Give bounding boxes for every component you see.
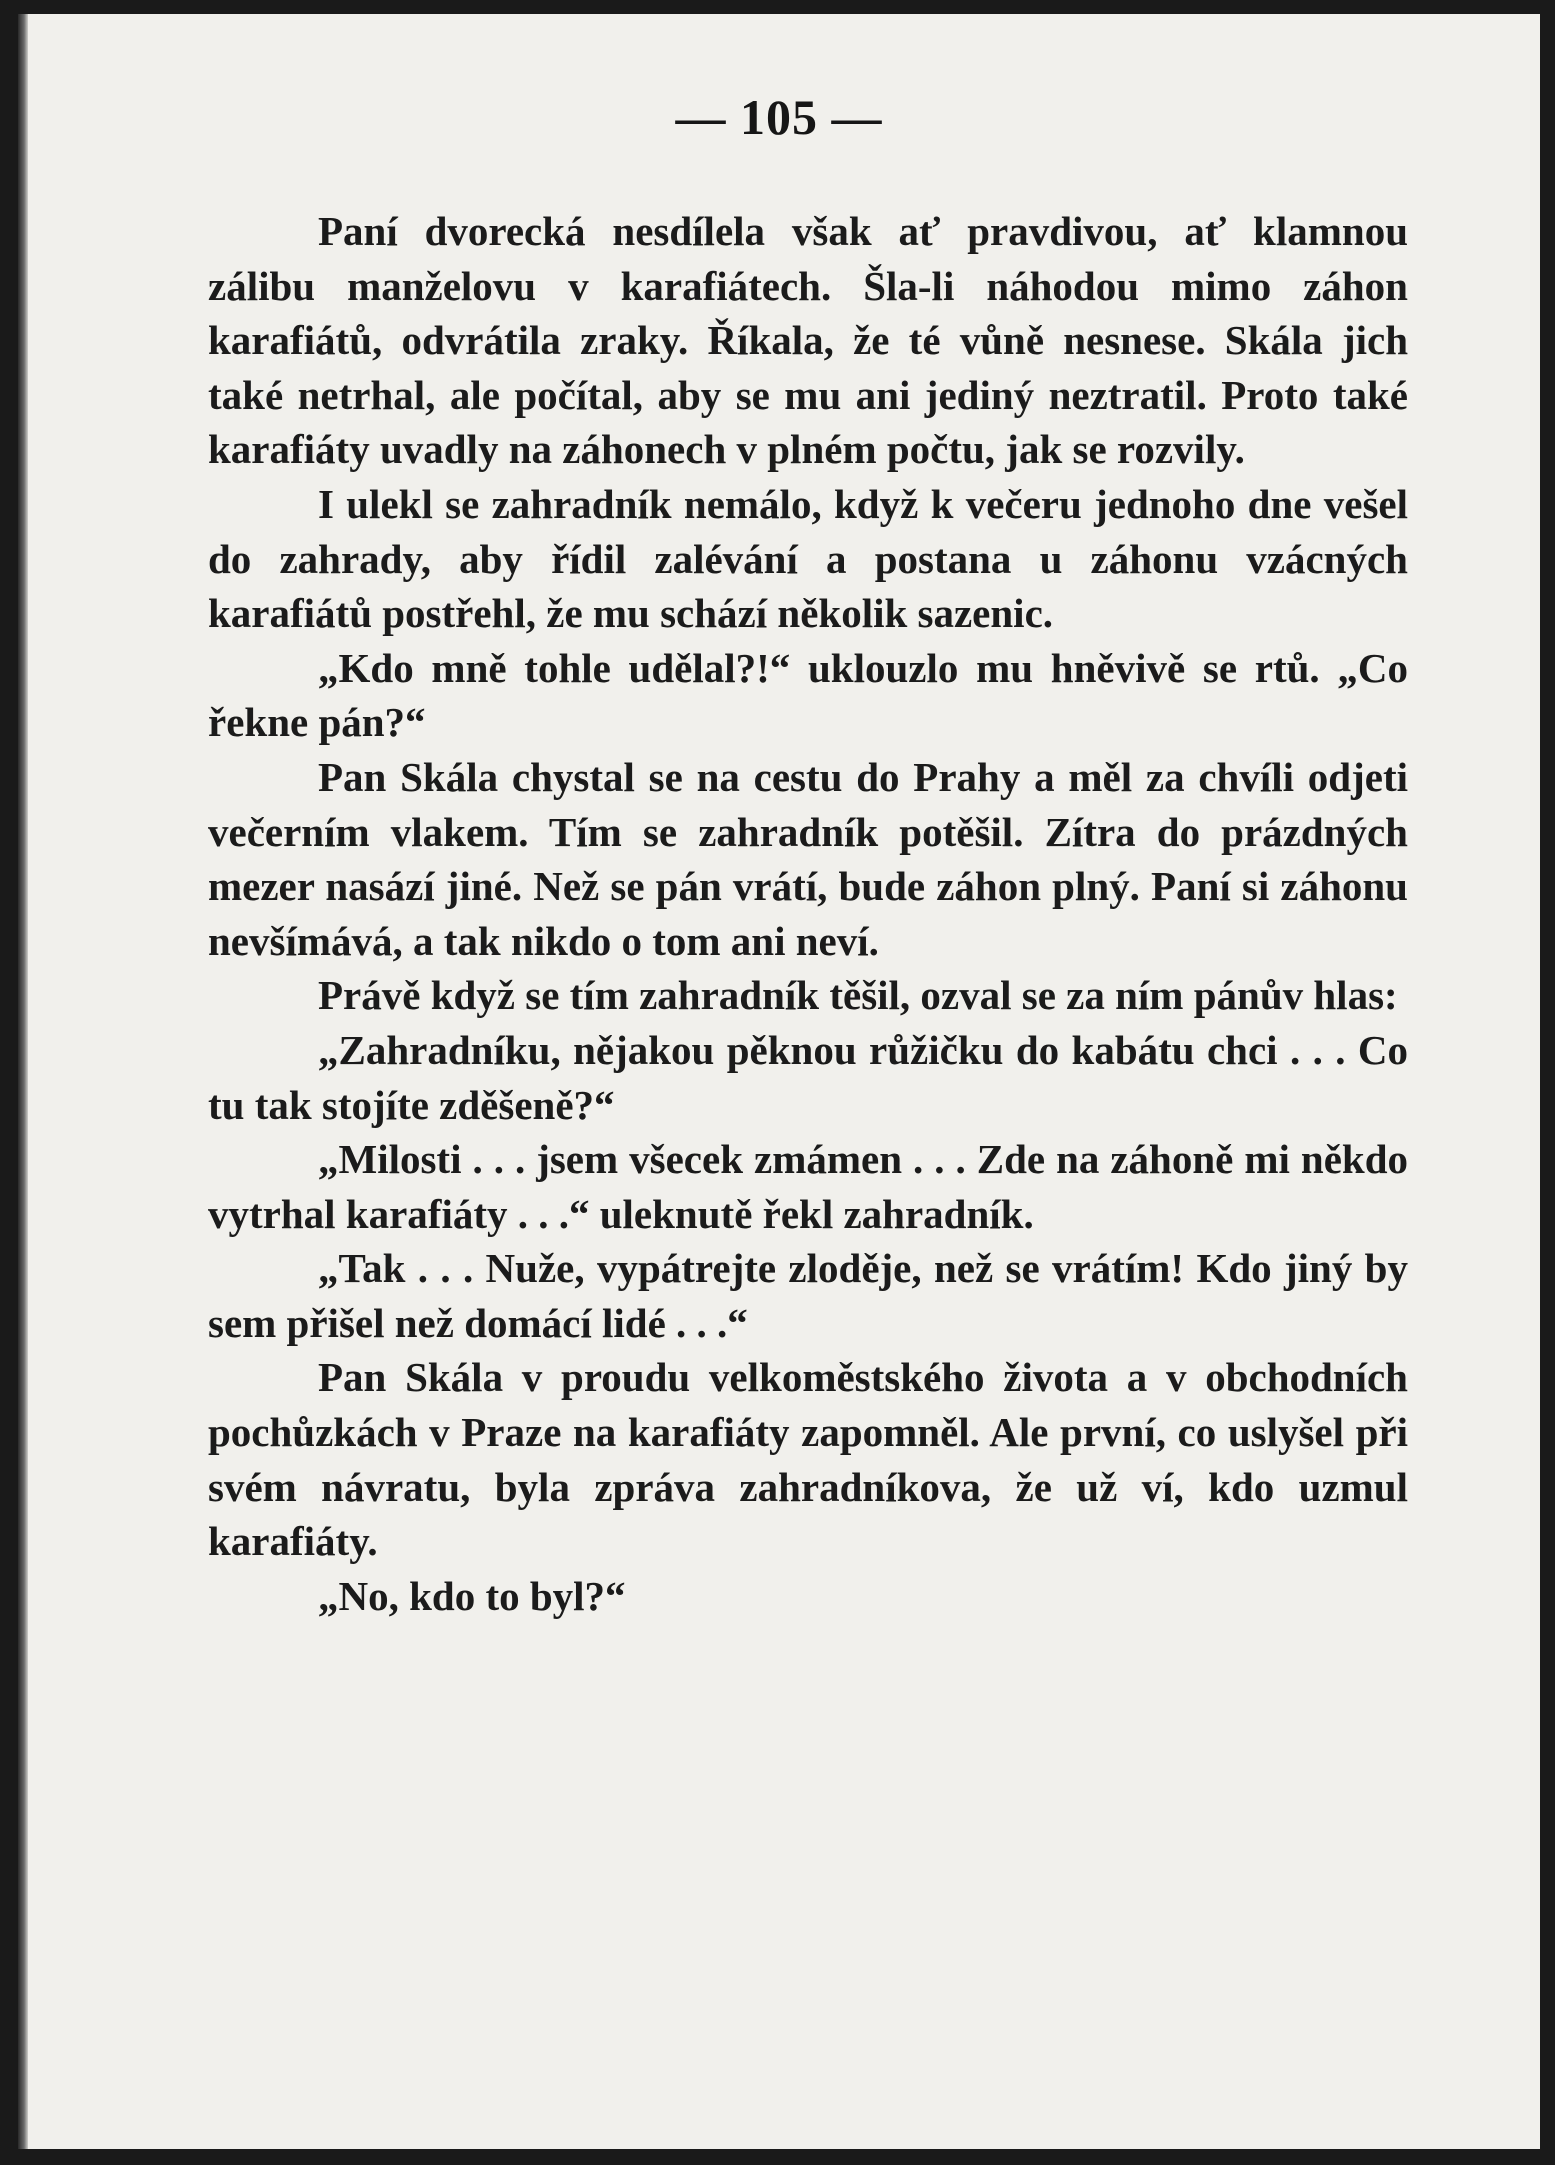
book-page [18,14,1540,2149]
page-number: — 105 — [675,89,883,145]
paragraph: I ulekl se zahradník nemálo, když k večeru jednoho dne vešel do zahrady, aby řídil zalévání a postana u záhonu vzácných karafiátů postřehl, že mu schází několik sazenic. [208,480,1408,637]
paragraph: Pan Skála v proudu velkoměstského života a v obchodních pochůzkách v Praze na karafiáty zapomněl. Ale první, co uslyšel při svém návratu, byla zpráva zahradníkova, že už ví, kdo uzmul karafiáty. [208,1354,1408,1565]
paragraph: „Kdo mně tohle udělal?!“ uklouzlo mu hněvivě se rtů. „Co řekne pán?“ [208,644,1408,746]
paragraph: Pan Skála chystal se na cestu do Prahy a měl za chvíli odjeti večerním vlakem. Tím se zahradník potěšil. Zítra do prázdných mezer nasází jiné. Než se pán vrátí, bude záhon plný. Paní si záhonu nevšímává, a tak nikdo o tom ani neví. [208,753,1408,964]
page-binding-edge [18,14,28,2149]
paragraph: „Tak . . . Nuže, vypátrejte zloděje, než se vrátím! Kdo jiný by sem přišel než domácí lidé . . .“ [208,1245,1408,1346]
paragraph: „No, kdo to byl?“ [318,1572,626,1619]
body-text [208,204,1408,1623]
paragraph: Paní dvorecká nesdílela však ať pravdivou, ať klamnou zálibu manželovu v karafiátech. Šla-li náhodou mimo záhon karafiátů, odvrátila zraky. Říkala, že té vůně nesnese. Skála jich také netrhal, ale počítal, aby se mu ani jediný neztratil. Proto také karafiáty uvadly na záhonech v plném počtu, jak se rozvily. [208,208,1408,473]
paragraph: „Zahradníku, nějakou pěknou růžičku do kabátu chci . . . Co tu tak stojíte zděšeně?“ [208,1026,1408,1128]
paragraph: „Milosti . . . jsem všecek zmámen . . . Zde na záhoně mi někdo vytrhal karafiáty . . .“ uleknutě řekl zahradník. [208,1136,1408,1237]
paragraph: Právě když se tím zahradník těšil, ozval se za ním pánův hlas: [318,972,1398,1019]
